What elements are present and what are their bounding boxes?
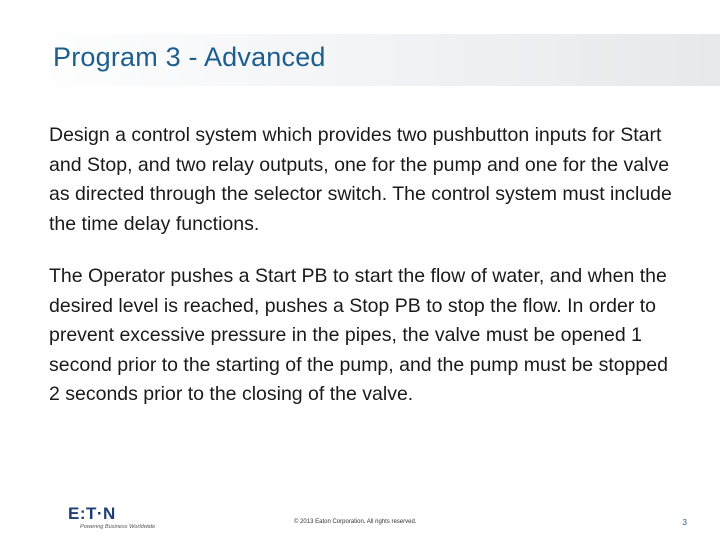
eaton-logo: [68, 505, 158, 535]
logo-tagline: Powering Business Worldwide: [80, 524, 156, 530]
slide-title: Program 3 - Advanced: [53, 42, 326, 72]
copyright-text: © 2013 Eaton Corporation. All rights reserved.: [294, 519, 417, 525]
body-paragraph-1: Design a control system which provides two pushbutton inputs for Start and Stop, and two relay outputs, one for the pump and one for the valve as directed through the selector switch. The control system must include the time delay functions.: [49, 124, 672, 235]
page-number: 3: [682, 518, 687, 527]
body-paragraph-2: The Operator pushes a Start PB to start the flow of water, and when the desired level is reached, pushes a Stop PB to stop the flow. In order to prevent excessive pressure in the pipes, the valve must be opened 1 second prior to the starting of the pump, and the pump must be stopped 2 seconds prior to the closing of the valve.: [49, 265, 668, 405]
logo-wordmark: E:T·N: [68, 504, 116, 523]
